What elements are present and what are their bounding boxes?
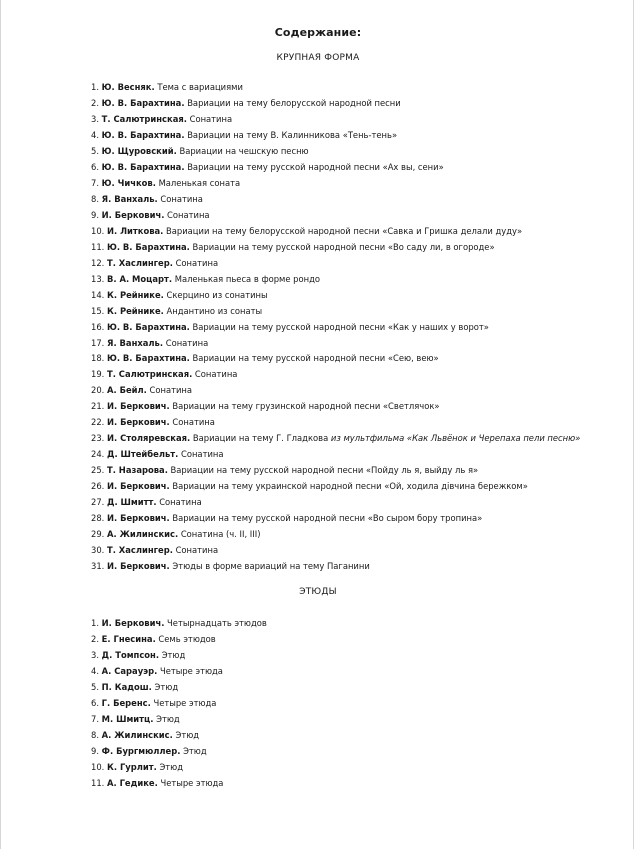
list-item (91, 192, 623, 208)
item-work: Этюд (159, 761, 184, 772)
item-work: Вариации на тему белорусской народной песни «Савка и Гришка делали дуду» (166, 225, 523, 236)
item-number: 2. (91, 97, 99, 108)
item-number: 1. (91, 82, 99, 92)
item-work: Сонатина (180, 449, 224, 460)
item-author: Ю. В. Барахтина. (107, 321, 190, 332)
list-item (91, 383, 623, 399)
item-number: 7. (91, 177, 99, 188)
item-work: Скерцино из сонатины (166, 289, 268, 300)
list-item (91, 728, 623, 744)
list-item (91, 176, 623, 192)
item-work: Маленькая соната (158, 177, 241, 188)
list-item (91, 128, 623, 144)
item-author: В. А. Моцарт. (107, 273, 173, 284)
list-item (91, 304, 623, 320)
list-item (91, 431, 623, 447)
item-number: 28. (91, 513, 105, 524)
list-item (91, 760, 623, 776)
item-number: 30. (91, 545, 105, 556)
item-work: Этюд (156, 713, 180, 724)
list-item (91, 336, 623, 352)
list-item (91, 648, 623, 664)
list-item (91, 240, 623, 256)
item-number: 18. (91, 353, 105, 364)
item-work: Сонатина (175, 257, 219, 268)
item-number: 9. (91, 209, 99, 220)
item-number: 13. (91, 273, 105, 284)
item-work: Маленькая пьеса в форме рондо (174, 273, 321, 284)
item-work: Сонатина (167, 209, 210, 220)
item-author: Т. Хаслингер. (107, 257, 173, 268)
item-work: Андантино из сонаты (166, 305, 263, 316)
item-number: 4. (91, 129, 99, 140)
item-author: Д. Шмитт. (107, 497, 157, 508)
item-author: Т. Салютринская. (107, 369, 193, 380)
etudes-list (91, 616, 623, 792)
item-work: Вариации на чешскую песню (179, 145, 309, 156)
item-number: 4. (91, 665, 99, 676)
list-item (91, 96, 623, 112)
list-item (91, 495, 623, 511)
item-number: 23. (91, 433, 105, 444)
item-author: Ю. В. Барахтина. (101, 129, 185, 140)
item-author: Ю. Весняк. (101, 82, 155, 92)
item-author: Г. Беренс. (101, 697, 151, 708)
item-number: 11. (91, 241, 105, 252)
item-number: 25. (91, 465, 105, 476)
item-author: А. Бейл. (107, 385, 147, 396)
item-author: К. Рейнике. (107, 289, 164, 300)
item-number: 10. (91, 225, 105, 236)
list-item (91, 447, 623, 463)
item-number: 10. (91, 761, 105, 772)
item-number: 24. (91, 449, 105, 460)
item-author: А. Жилинскис. (101, 729, 173, 740)
item-author: Ю. Чичков. (101, 177, 156, 188)
list-item (91, 224, 623, 240)
item-number: 21. (91, 401, 105, 412)
list-item (91, 208, 623, 224)
list-item (91, 415, 623, 431)
item-number: 27. (91, 497, 105, 508)
item-work: Четыре этюда (160, 777, 224, 788)
list-item (91, 320, 623, 336)
item-work: Сонатина (175, 545, 219, 556)
item-author: И. Беркович. (101, 618, 165, 628)
item-author: Д. Штейбельт. (107, 449, 179, 460)
item-number: 11. (91, 777, 105, 788)
item-author: Ф. Бургмюллер. (101, 745, 181, 756)
item-number: 19. (91, 369, 105, 380)
item-number: 2. (91, 633, 99, 644)
list-item (91, 256, 623, 272)
list-item (91, 744, 623, 760)
item-work: Вариации на тему украинской народной песни «Ой, ходила дiвчина бережком» (172, 481, 528, 492)
item-work: Четырнадцать этюдов (167, 618, 267, 628)
item-author: И. Столяревская. (107, 433, 191, 444)
list-item (91, 559, 623, 575)
list-item (91, 160, 623, 176)
item-number: 15. (91, 305, 105, 316)
section-heading-etudes: ЭТЮДЫ (299, 587, 337, 597)
item-author: И. Литкова. (107, 225, 164, 236)
list-item (91, 272, 623, 288)
item-work: Этюд (175, 729, 200, 740)
item-number: 14. (91, 289, 105, 300)
item-author: П. Кадош. (101, 681, 152, 692)
item-work: Сонатина (149, 385, 193, 396)
item-author: К. Рейнике. (107, 305, 164, 316)
item-work: Этюд (161, 649, 186, 660)
item-number: 7. (91, 713, 99, 724)
item-number: 31. (91, 561, 105, 572)
item-author: Т. Салютринская. (101, 113, 187, 124)
item-author: И. Беркович. (107, 513, 170, 524)
item-number: 3. (91, 113, 99, 124)
item-author: Т. Хаслингер. (107, 545, 173, 556)
list-item (91, 696, 623, 712)
item-work: Вариации на тему русской народной песни «Пойду ль я, выйду ль я» (170, 465, 479, 476)
item-work: Вариации на тему грузинской народной песни «Светлячок» (172, 401, 440, 412)
item-author: Т. Назарова. (107, 465, 168, 476)
item-number: 8. (91, 193, 99, 204)
list-item (91, 680, 623, 696)
item-number: 6. (91, 161, 99, 172)
item-work: Вариации на тему русской народной песни «Как у наших у ворот» (192, 321, 489, 332)
item-number: 3. (91, 649, 99, 660)
item-number: 12. (91, 257, 105, 268)
list-item (91, 367, 623, 383)
item-author: Ю. В. Барахтина. (107, 353, 190, 364)
list-item (91, 511, 623, 527)
item-author: И. Беркович. (107, 561, 170, 572)
item-author: И. Беркович. (101, 209, 165, 220)
item-work: Вариации на тему русской народной песни «Во саду ли, в огороде» (192, 241, 495, 252)
item-author: Д. Томпсон. (101, 649, 160, 660)
item-work-note: из мультфильма «Как Львёнок и Черепаха пели песню» (330, 433, 581, 444)
item-author: Е. Гнесина. (101, 633, 156, 644)
large-form-list (91, 80, 623, 575)
item-number: 5. (91, 145, 99, 156)
list-item (91, 288, 623, 304)
item-work: Вариации на тему русской народной песни «Сею, вею» (192, 353, 439, 364)
list-item (91, 399, 623, 415)
item-work: Тема с вариациями (157, 82, 243, 92)
item-work: Этюды в форме вариаций на тему Паганини (172, 561, 370, 572)
item-work: Этюд (154, 681, 179, 692)
item-work: Сонатина (172, 417, 215, 428)
item-author: И. Беркович. (107, 481, 170, 492)
list-item (91, 463, 623, 479)
item-work: Семь этюдов (158, 633, 216, 644)
item-author: А. Сарауэр. (101, 665, 158, 676)
list-item (91, 664, 623, 680)
item-author: Я. Ванхаль. (101, 193, 158, 204)
list-item (91, 80, 623, 96)
item-work: Сонатина (159, 497, 202, 508)
list-item (91, 527, 623, 543)
item-work: Четыре этюда (159, 665, 223, 676)
item-work: Вариации на тему В. Калинникова «Тень-тень» (187, 129, 398, 140)
item-number: 20. (91, 385, 105, 396)
list-item (91, 112, 623, 128)
list-item (91, 351, 623, 367)
item-number: 9. (91, 745, 99, 756)
item-author: А. Гедике. (107, 777, 158, 788)
item-work: Сонатина (ч. II, III) (180, 529, 261, 540)
item-author: Ю. Щуровский. (101, 145, 177, 156)
list-item (91, 479, 623, 495)
list-item (91, 776, 623, 792)
item-work: Вариации на тему русской народной песни «Ах вы, сени» (187, 161, 444, 172)
item-author: М. Шмитц. (101, 713, 154, 724)
item-number: 1. (91, 618, 99, 628)
item-work: Сонатина (194, 369, 238, 380)
item-number: 16. (91, 321, 105, 332)
list-item (91, 144, 623, 160)
item-work: Этюд (183, 745, 207, 756)
item-author: Ю. В. Барахтина. (101, 161, 185, 172)
item-author: А. Жилинскис. (107, 529, 179, 540)
item-number: 17. (91, 337, 105, 348)
item-number: 8. (91, 729, 99, 740)
list-item (91, 712, 623, 728)
item-number: 26. (91, 481, 105, 492)
item-number: 5. (91, 681, 99, 692)
item-work: Сонатина (165, 337, 209, 348)
item-author: Ю. В. Барахтина. (107, 241, 190, 252)
list-item (91, 543, 623, 559)
item-author: Ю. В. Барахтина. (101, 97, 185, 108)
item-number: 6. (91, 697, 99, 708)
item-author: К. Гурлит. (107, 761, 157, 772)
list-item (91, 632, 623, 648)
page-title: Содержание: (274, 26, 362, 39)
list-item (91, 616, 623, 632)
item-author: И. Беркович. (107, 401, 170, 412)
item-work: Сонатина (189, 113, 233, 124)
item-number: 22. (91, 417, 105, 428)
item-author: Я. Ванхаль. (107, 337, 164, 348)
item-number: 29. (91, 529, 105, 540)
item-work: Вариации на тему Г. Гладкова (192, 433, 329, 444)
item-work: Вариации на тему русской народной песни «Во сыром бору тропина» (172, 513, 483, 524)
section-heading-large-form: КРУПНАЯ ФОРМА (276, 53, 360, 63)
item-work: Сонатина (160, 193, 203, 204)
item-work: Четыре этюда (153, 697, 217, 708)
item-work: Вариации на тему белорусской народной песни (187, 97, 401, 108)
item-author: И. Беркович. (107, 417, 170, 428)
